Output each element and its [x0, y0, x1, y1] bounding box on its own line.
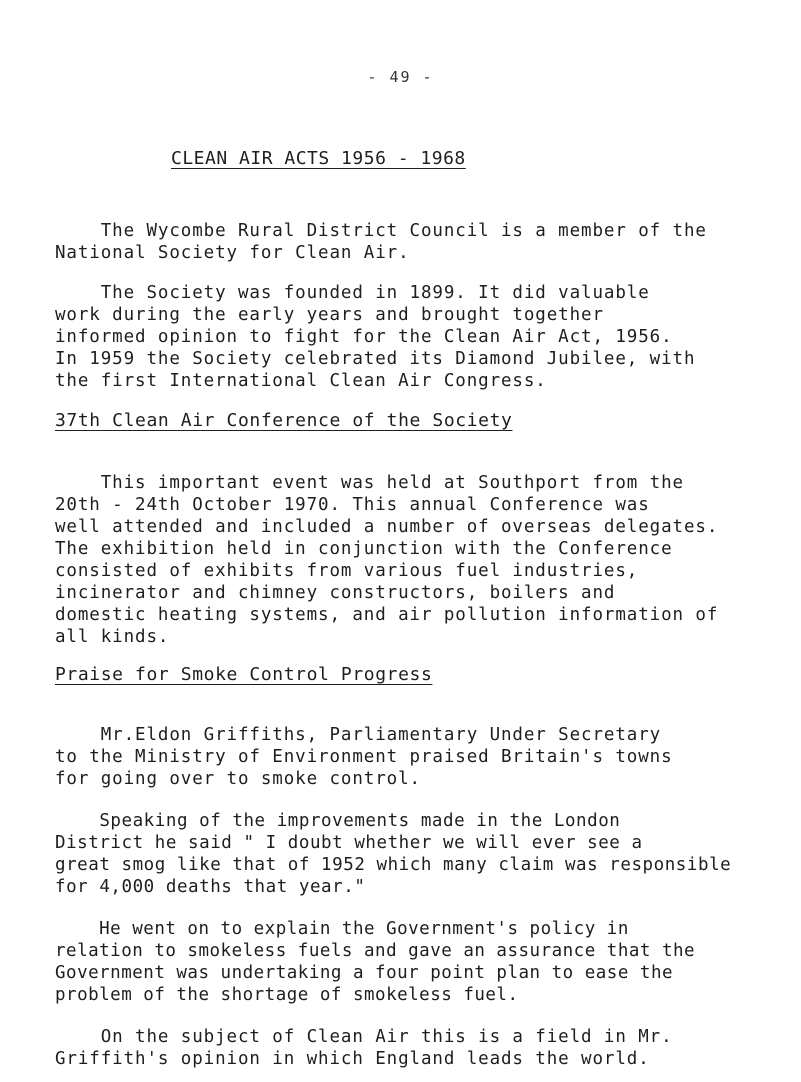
text-line: Speaking of the improvements made in the London	[55, 811, 621, 831]
text-line: problem of the shortage of smokeless fuel.	[55, 985, 519, 1005]
text-line: On the subject of Clean Air this is a field in Mr.	[55, 1027, 673, 1047]
page-title: CLEAN AIR ACTS 1956 - 1968	[171, 148, 466, 169]
paragraph-society-history	[55, 282, 695, 392]
text-line: Government was undertaking a four point plan to ease the	[55, 963, 674, 983]
text-line: informed opinion to fight for the Clean Air Act, 1956.	[55, 327, 673, 347]
section-heading-conference: 37th Clean Air Conference of the Society	[55, 410, 513, 431]
text-line: District he said " I doubt whether we will ever see a	[55, 833, 643, 853]
page-number: - 49 -	[367, 68, 434, 86]
text-line: the first International Clean Air Congress.	[55, 371, 547, 391]
text-line: 20th - 24th October 1970. This annual Conference was	[55, 495, 650, 515]
text-line: incinerator and chimney constructors, boilers and	[55, 583, 616, 603]
text-line: well attended and included a number of overseas delegates.	[55, 517, 719, 537]
text-line: This important event was held at Southport from the	[55, 473, 684, 493]
text-line: relation to smokeless fuels and gave an assurance that the	[55, 941, 696, 961]
text-line: for 4,000 deaths that year."	[55, 877, 366, 897]
text-line: for going over to smoke control.	[55, 769, 421, 789]
text-line: The Society was founded in 1899. It did valuable	[55, 283, 650, 303]
paragraph-government-policy	[55, 918, 695, 1006]
text-line: to the Ministry of Environment praised Britain's towns	[55, 747, 673, 767]
paragraph-london-smog	[55, 810, 731, 898]
text-line: The exhibition held in conjunction with the Conference	[55, 539, 673, 559]
paragraph-griffiths-praise	[55, 724, 673, 790]
paragraph-england-leads	[55, 1026, 673, 1070]
text-line: He went on to explain the Government's policy in	[55, 919, 629, 939]
text-line: National Society for Clean Air.	[55, 243, 410, 263]
paragraph-membership	[55, 220, 707, 264]
section-heading-praise: Praise for Smoke Control Progress	[55, 664, 433, 685]
text-line: Griffith's opinion in which England leads the world.	[55, 1049, 650, 1069]
text-line: domestic heating systems, and air pollution information of	[55, 605, 719, 625]
text-line: The Wycombe Rural District Council is a member of the	[55, 221, 707, 241]
paragraph-conference	[55, 472, 718, 648]
text-line: In 1959 the Society celebrated its Diamond Jubilee, with	[55, 349, 696, 369]
text-line: work during the early years and brought together	[55, 305, 604, 325]
text-line: consisted of exhibits from various fuel industries,	[55, 561, 639, 581]
text-line: all kinds.	[55, 627, 170, 647]
text-line: Mr.Eldon Griffiths, Parliamentary Under Secretary	[55, 725, 662, 745]
text-line: great smog like that of 1952 which many claim was responsible	[55, 855, 732, 875]
